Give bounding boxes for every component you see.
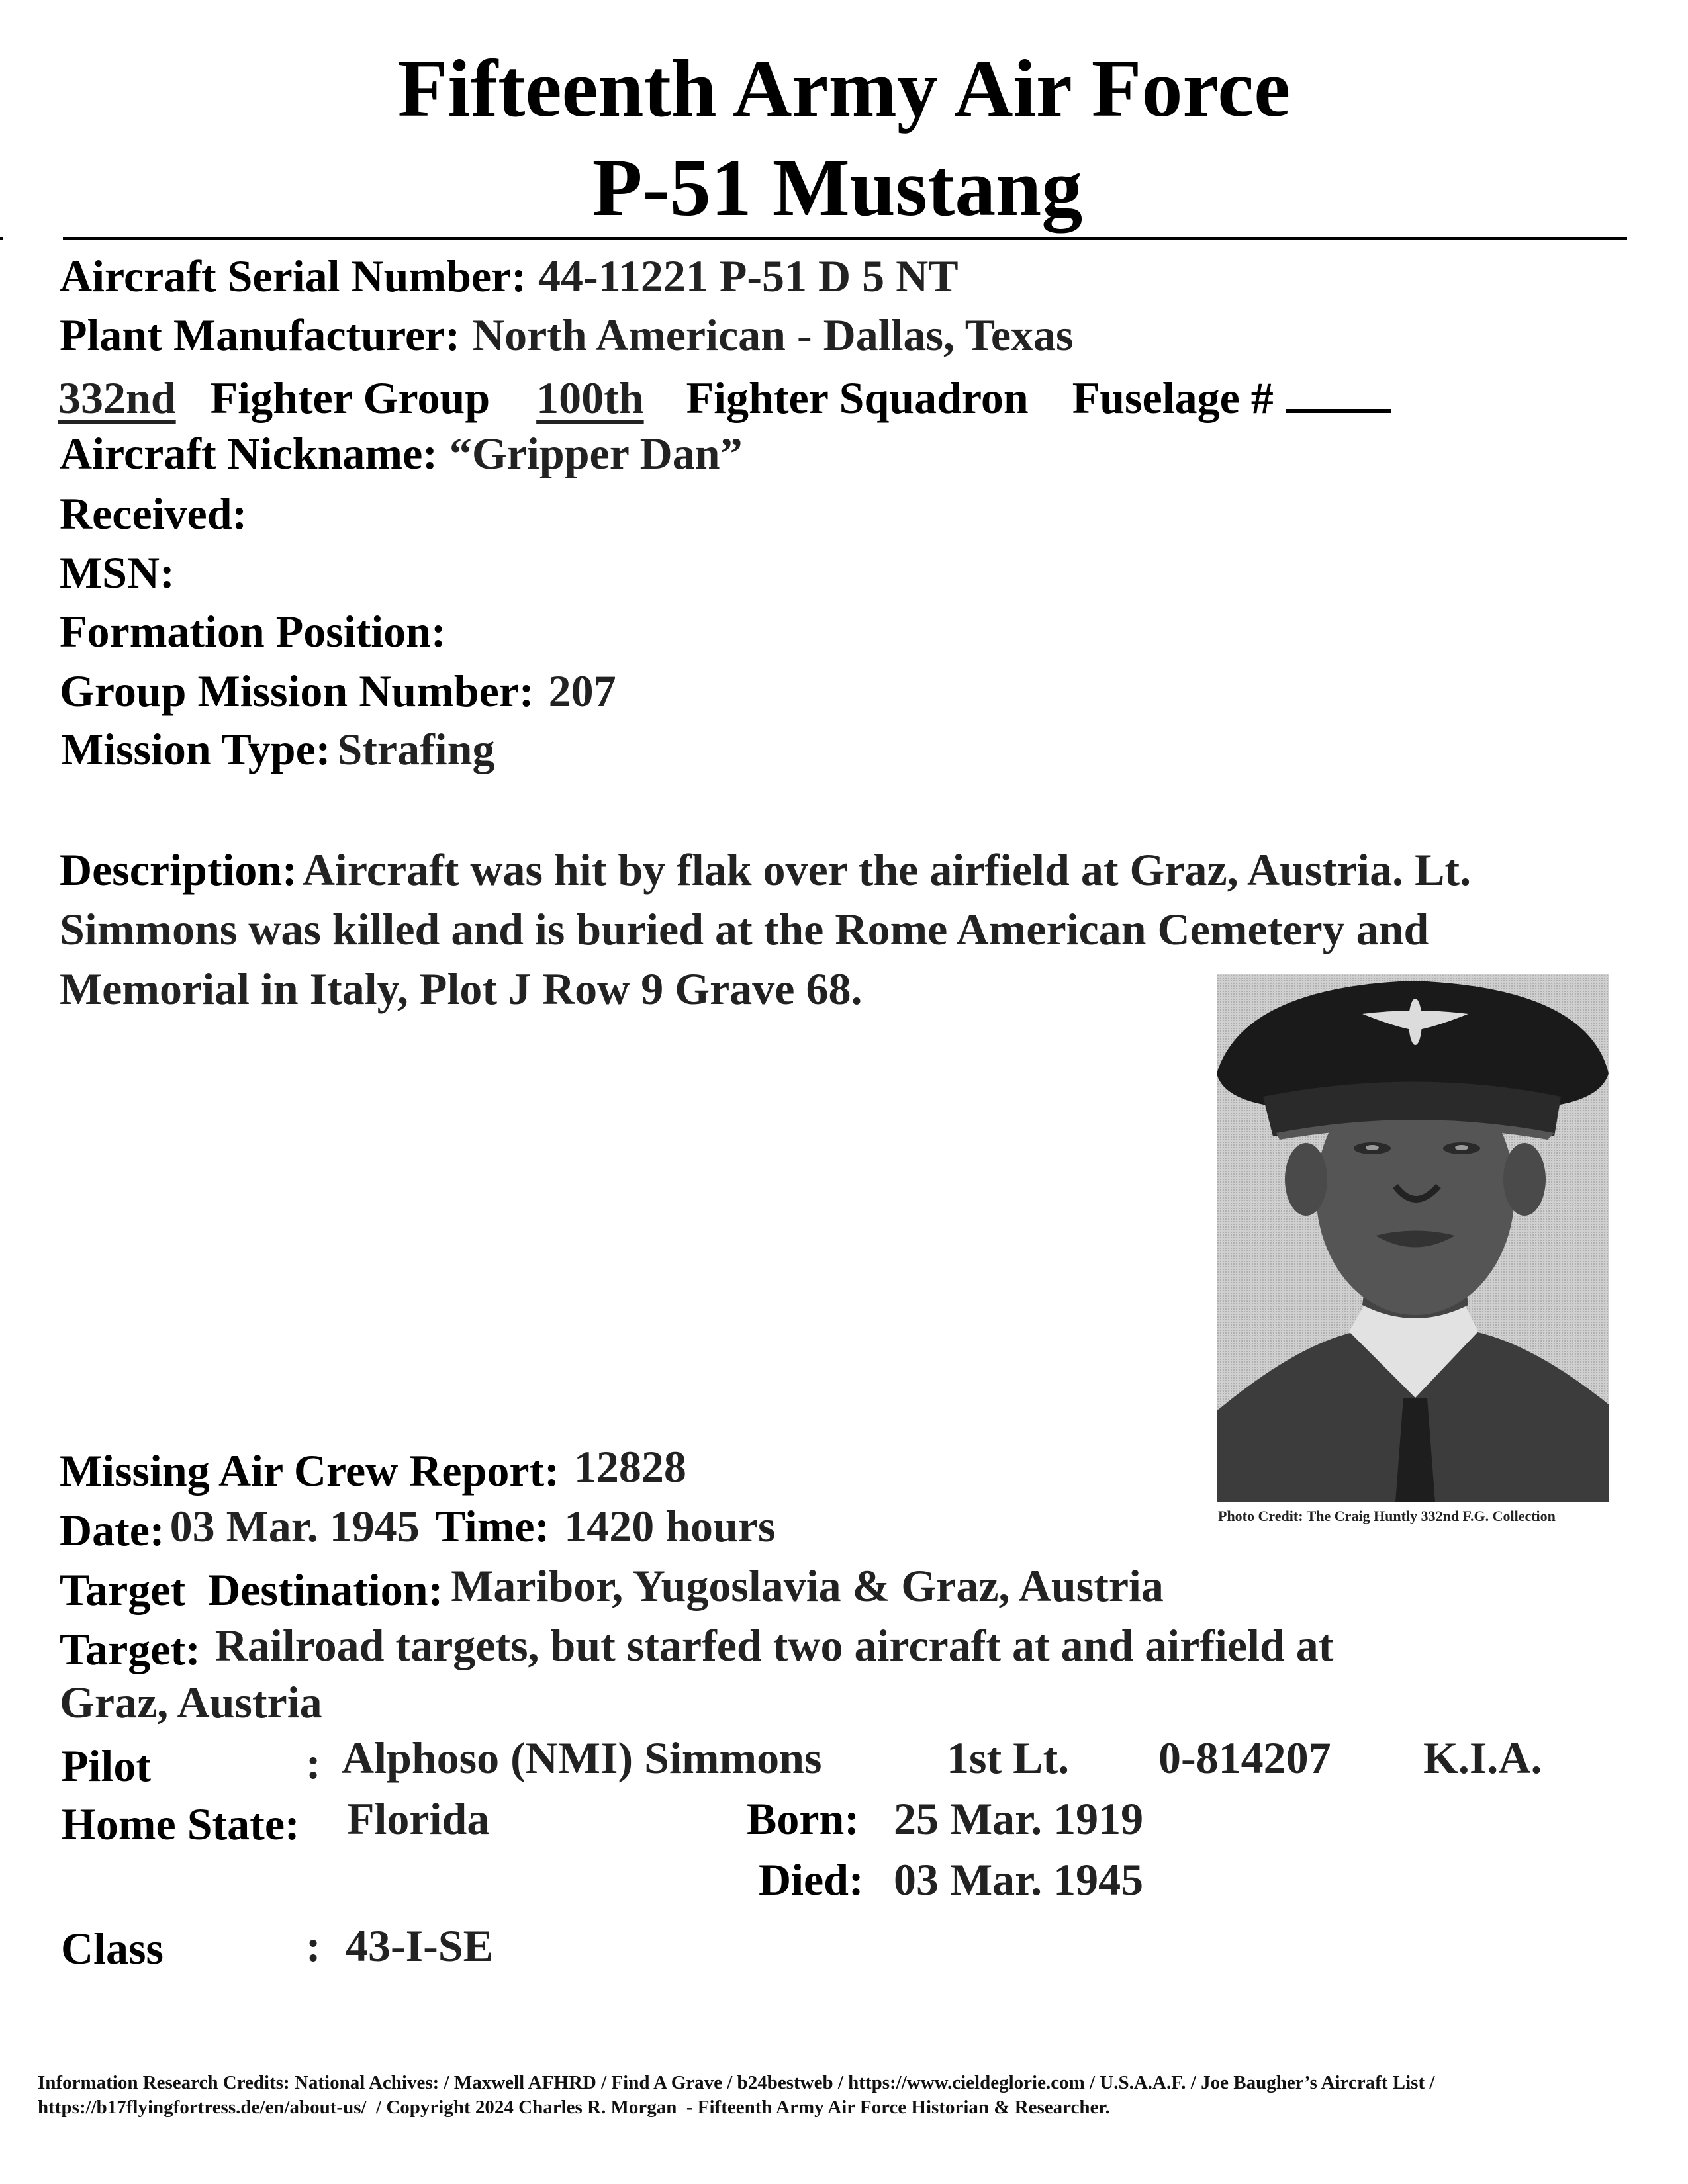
home-state-value: Florida [347, 1794, 490, 1844]
header-rule [63, 237, 1627, 240]
class-label: Class [61, 1923, 164, 1974]
born-label: Born: [747, 1794, 859, 1844]
macr-row [60, 1441, 686, 1496]
msn-row [60, 547, 175, 598]
target-destination-value: Maribor, Yugoslavia & Graz, Austria [451, 1561, 1164, 1611]
formation-row [60, 606, 446, 657]
margin-tick [0, 237, 3, 240]
target-destination-label: Target Destination: [60, 1565, 444, 1615]
serial-value: 44-11221 P-51 D 5 NT [538, 251, 959, 301]
born-value: 25 Mar. 1919 [894, 1794, 1144, 1844]
target-value-1: Railroad targets, but starfed two aircraft at and airfield at [214, 1620, 1334, 1670]
description-text-1: Aircraft was hit by flak over the airfield at Graz, Austria. Lt. [302, 844, 1472, 895]
nickname-row [60, 428, 743, 478]
pilot-status: K.I.A. [1423, 1733, 1542, 1783]
date-time-row [60, 1501, 776, 1555]
plant-label: Plant Manufacturer: [60, 310, 460, 360]
mission-number-row [60, 666, 616, 716]
nickname-value: “Gripper Dan” [449, 428, 743, 478]
pilot-colon: : [306, 1738, 321, 1788]
group-value: 332nd [58, 373, 176, 423]
description-line-1 [60, 844, 1472, 895]
plant-value: North American - Dallas, Texas [471, 310, 1074, 360]
msn-label: MSN: [60, 547, 175, 598]
macr-label: Missing Air Crew Report: [60, 1445, 559, 1496]
home-state-label: Home State: [61, 1799, 300, 1849]
description-text-3: Memorial in Italy, Plot J Row 9 Grave 68. [60, 964, 863, 1014]
fuselage-label: Fuselage # [1072, 373, 1274, 423]
mission-number-value: 207 [548, 666, 616, 716]
target-value-2: Graz, Austria [60, 1677, 322, 1727]
mission-type-label: Mission Type: [61, 724, 331, 774]
pilot-rank: 1st Lt. [947, 1733, 1070, 1783]
footer-credits-line-1: Information Research Credits: National Achives: / Maxwell AFHRD / Find A Grave / b24bestweb / https://www.cieldeglorie.com / U.S.A.A.F. / Joe Baugher’s Aircraft List / [38, 2072, 1435, 2093]
footer-credits-line-2: https://b17flyingfortress.de/en/about-us/ / Copyright 2024 Charles R. Morgan - Fifteenth Army Air Force Historian & Researcher. [38, 2097, 1110, 2118]
target-label: Target: [60, 1624, 201, 1674]
group-label: Fighter Group [210, 373, 491, 423]
died-value: 03 Mar. 1945 [894, 1854, 1144, 1905]
target-destination-row [60, 1561, 1164, 1615]
description-label: Description: [60, 844, 297, 895]
time-label: Time: [435, 1501, 550, 1551]
title-line-1: Fifteenth Army Air Force [397, 43, 1291, 134]
pilot-label: Pilot [61, 1741, 151, 1791]
nickname-label: Aircraft Nickname: [60, 428, 438, 478]
died-label: Died: [759, 1854, 864, 1905]
mission-type-row [61, 724, 495, 774]
mission-number-label: Group Mission Number: [60, 666, 534, 716]
description-text-2: Simmons was killed and is buried at the Rome American Cemetery and [60, 904, 1429, 954]
date-label: Date: [60, 1505, 165, 1555]
date-value: 03 Mar. 1945 [169, 1501, 420, 1551]
pilot-portrait-photo [1217, 974, 1609, 1502]
serial-row [60, 251, 959, 301]
class-value: 43-I-SE [346, 1921, 493, 1971]
pilot-serial: 0-814207 [1158, 1733, 1331, 1783]
macr-value: 12828 [573, 1441, 686, 1492]
received-row [60, 488, 248, 539]
title-line-2: P-51 Mustang [592, 142, 1083, 233]
fuselage-blank [1286, 371, 1391, 413]
plant-row [60, 310, 1074, 360]
formation-label: Formation Position: [60, 606, 446, 657]
pilot-name: Alphoso (NMI) Simmons [342, 1733, 822, 1783]
mission-type-value: Strafing [337, 724, 495, 774]
squadron-label: Fighter Squadron [686, 373, 1029, 423]
serial-label: Aircraft Serial Number: [60, 251, 526, 301]
photo-credit: Photo Credit: The Craig Huntly 332nd F.G. Collection [1218, 1508, 1556, 1524]
pilot-portrait-image [1217, 974, 1609, 1502]
group-row [58, 371, 1391, 423]
received-label: Received: [60, 488, 248, 539]
time-value: 1420 hours [564, 1501, 776, 1551]
target-row [60, 1620, 1334, 1674]
squadron-value: 100th [536, 373, 644, 423]
class-colon: : [306, 1921, 321, 1971]
